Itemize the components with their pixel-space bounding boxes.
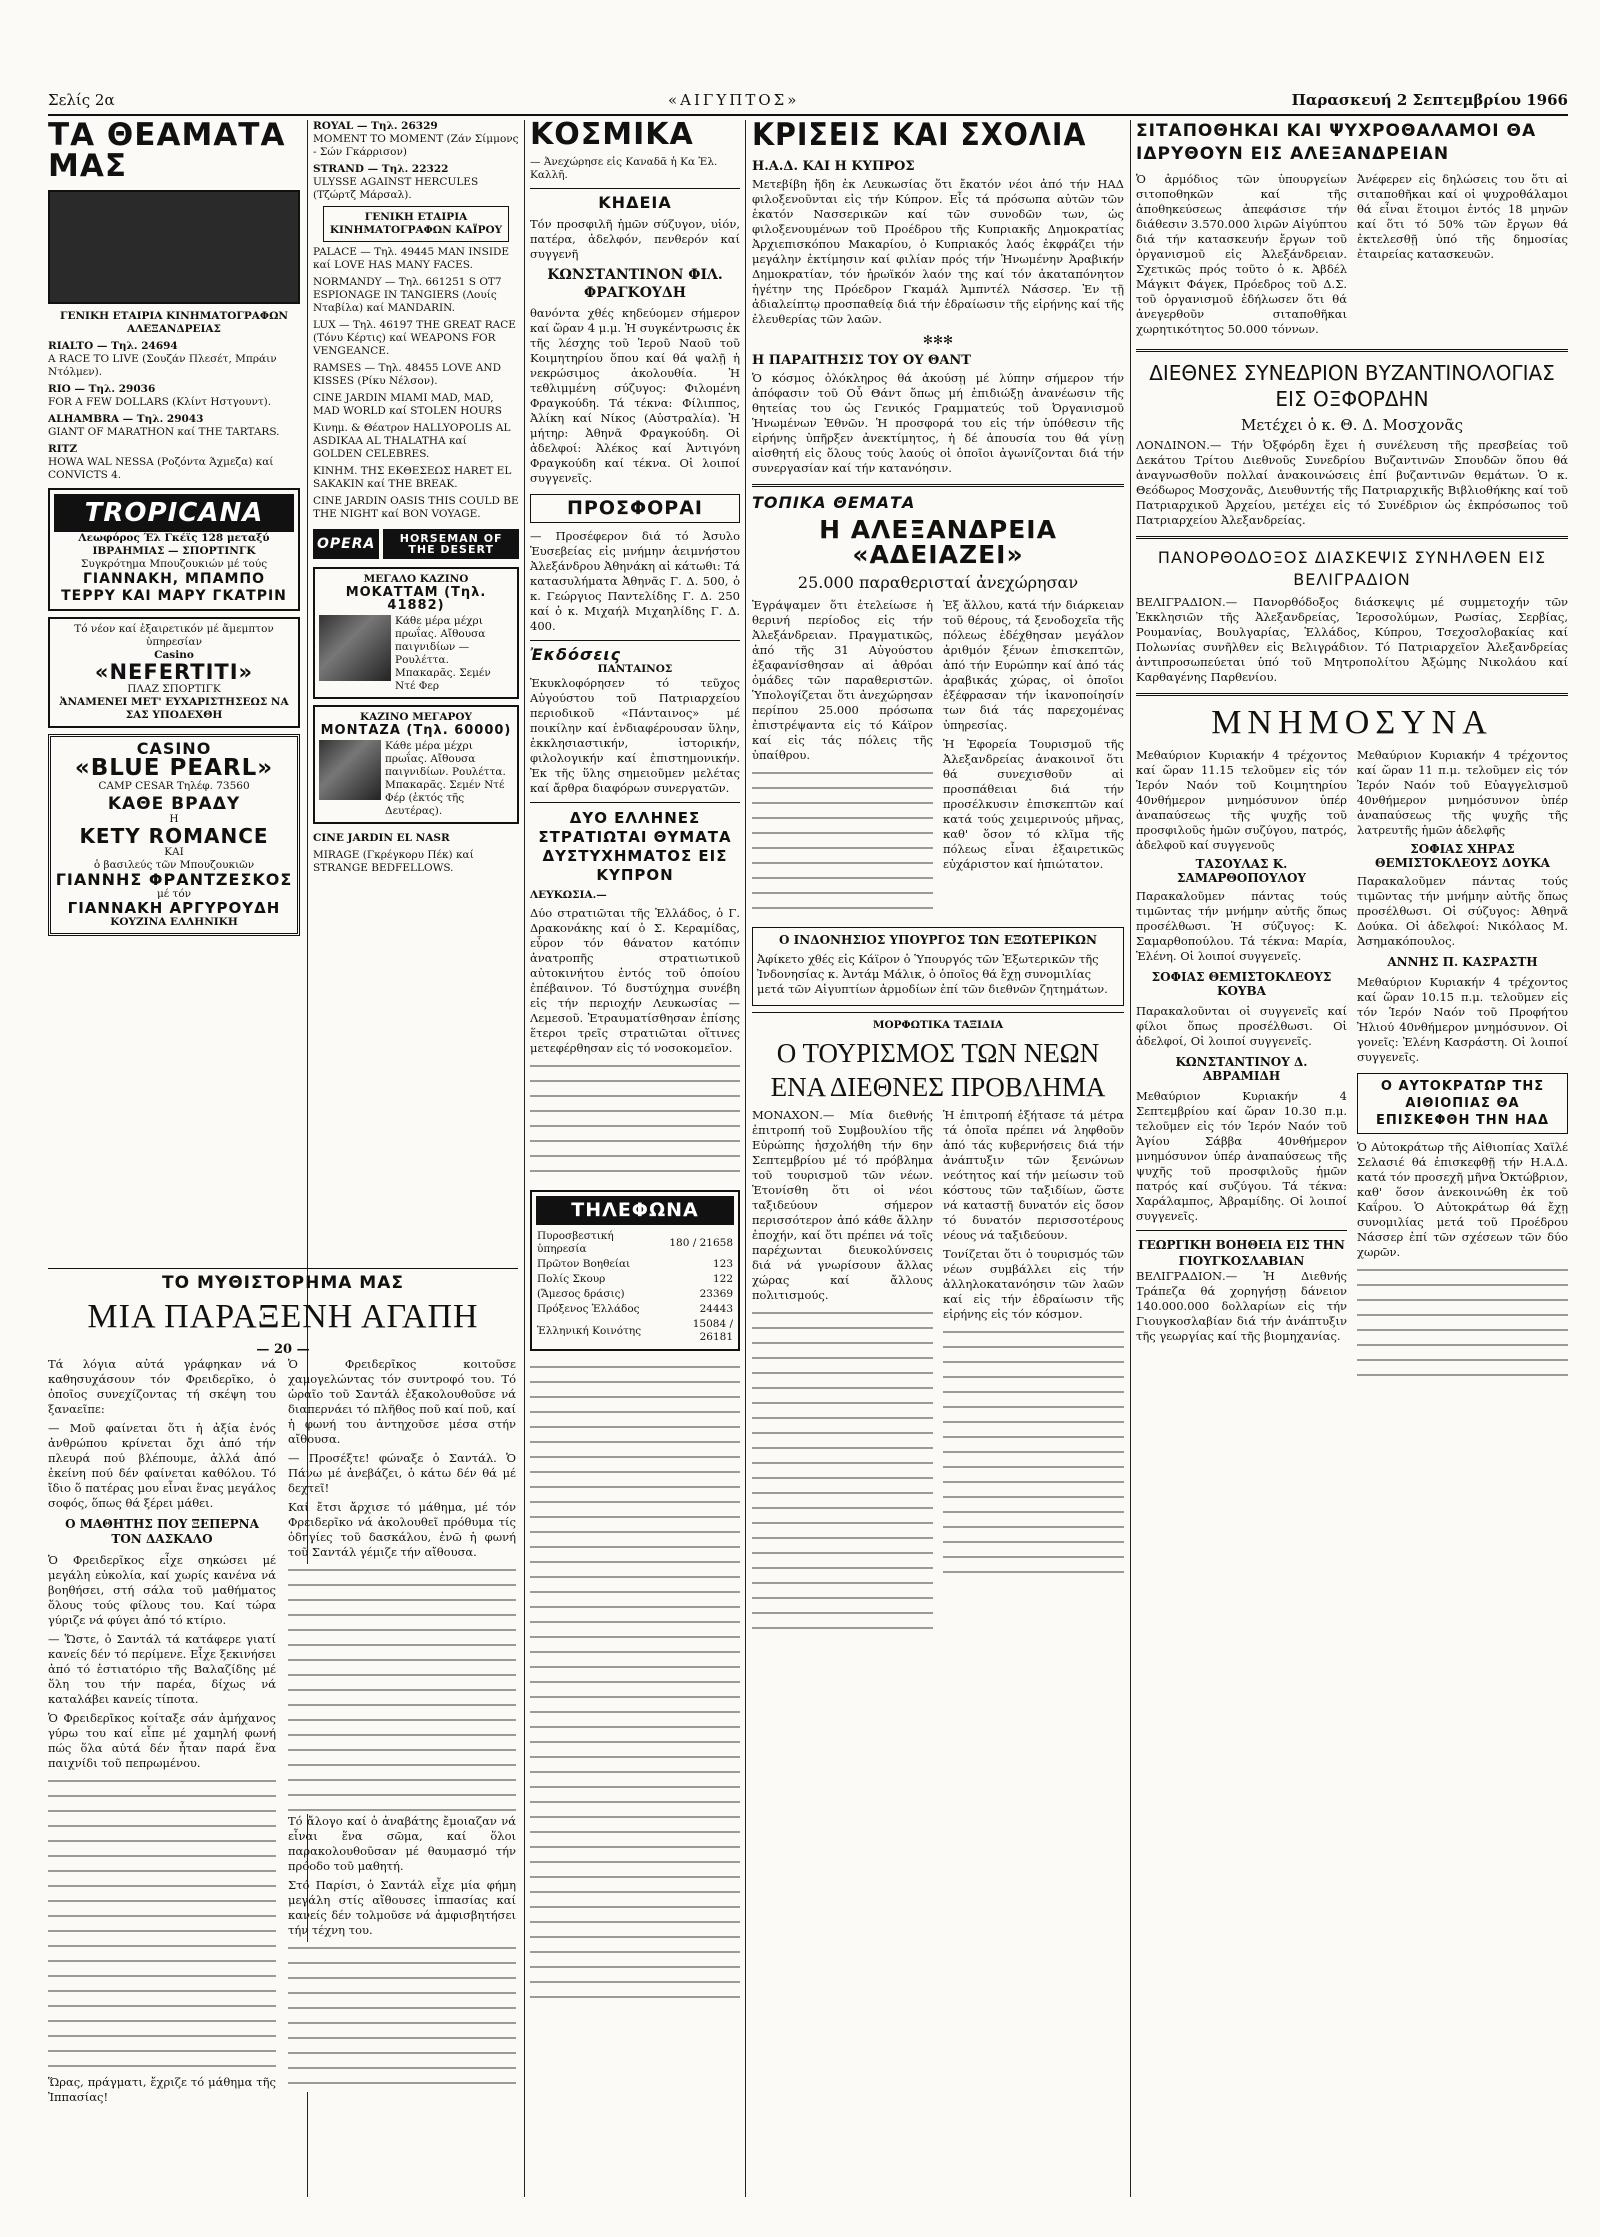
kazino-text: Κάθε μέρα μέχρι πρωΐας. Αἴθουσα παιγνιδίων — Ρουλέττα. Μπακαρᾶς. Σεμέν Ντέ Φερ <box>395 615 491 692</box>
novel-paragraph: Ὁ Φρειδερῖκος κοιτοῦσε χαμογελώντας τόν συντροφό του. Τό ὡραῖο τοῦ Σαντάλ ἐξακολουθοῦσε νά διαπερνάει τό πλῆθος ποῦ καί ποῦ, καί ἡ φωνή του ἀντηχοῦσε μέσα στήν αἴθουσα. <box>288 1357 516 1446</box>
page-number: Σελίς 2α <box>48 91 115 109</box>
memorial-name: ΑΝΝΗΣ Π. ΚΑΣΡΑΣΤΗ <box>1387 955 1538 969</box>
blue-pearl-king: ὁ βασιλεύς τῶν Μπουζουκιῶν <box>93 859 255 871</box>
column-rule <box>524 120 525 2197</box>
blue-pearl-every-night: ΚΑΘΕ ΒΡΑΔΥ <box>107 794 241 814</box>
orthodox-text: ΒΕΛΙΓΡΑΔΙΟΝ.— Πανορθόδοξος διάσκεψις μέ συμμετοχήν τῶν Ἐκκλησιῶν τῆς Ἀλεξανδρείας, Ἱεροσολύμων, Ρωσίας, Σερβίας, Ρουμανίας, Βουλγαρίας, Ἑλλάδος, Κύπρου, Τσεχοσλοβακίας καί Πολωνίας συνῆλθεν εἰς Βελιγράδιον. Τό Πατριαρχεῖον Ἀλεξανδρείας ἀντιπροσωπεύεται ὑπό τοῦ Μητροπολίτου Ἀξώμης Νικολάου καί Καρθαγένης Παρθενίου. <box>1136 595 1568 684</box>
novel-paragraph: Καί ἔτσι ἄρχισε τό μάθημα, μέ τόν Φρειδερῖκο νά ἀκολουθεῖ πρόθυμα τίς ὁδηγίες τοῦ δασκάλου, ἐνῶ ἡ φωνή τοῦ Σαντάλ γέμιζε τήν αἴθουσα. <box>288 1500 516 1559</box>
cinema-listing: CINE JARDIN MIAMI MAD, MAD, MAD WORLD καί STOLEN HOURS <box>313 392 502 417</box>
phone-label: Πρῶτον Βοηθείαι <box>537 1258 631 1270</box>
news-dateline: ΛΕΥΚΩΣΙΑ.— <box>530 889 607 901</box>
novel-column-left <box>48 1357 276 2109</box>
kazino-name: ΜΟΚΑΤΤΑΜ (Τηλ. 41882) <box>345 585 487 613</box>
memorial-name: ΤΑΣΟΥΛΑΣ Κ. ΣΑΜΑΡΘΟΠΟΥΛΟΥ <box>1177 857 1306 885</box>
phone-number: 123 <box>712 1258 733 1270</box>
congress-headline: ΔΙΕΘΝΕΣ ΣΥΝΕΔΡΙΟΝ ΒΥΖΑΝΤΙΝΟΛΟΓΙΑΣ ΕΙΣ ΟΞΦΟΡΔΗΝ <box>1149 361 1555 411</box>
cinema-film: A RACE TO LIVE (Σουζάν Πλεσέτ, Μπράιν Ντόλμεν). <box>48 353 277 378</box>
novel-paragraph: Τά λόγια αὐτά γράφηκαν νά καθησυχάσουν τόν Φρειδερῖκο, ὁ ὁποῖος συνεχίζοντας τή σκέψη του ξαναεῖπε: <box>48 1357 276 1416</box>
novel-header: ΤΟ ΜΥΘΙΣΤΟΡΗΜΑ ΜΑΣ <box>162 1273 404 1293</box>
feature-text: Ἐγράψαμεν ὅτι ἐτελείωσε ἡ θερινή περίοδος εἰς τήν Ἀλεξάνδρειαν. Πραγματικῶς, ἀπό τῆς 31 Αὐγούστου ἐξαφανίσθησαν αἱ ἀθρόαι ὁμάδες τῶν παραθεριστῶν. Ὑπολογίζεται ὅτι ἀνεχώρησαν περίπου 25.000 πρόσωπα ἐπιστρέψαντα εἰς τό Κάϊρον καί εἰς τάς πόλεις τῆς ὑπαίθρου. <box>752 598 933 762</box>
nefertiti-place: ΠΛΑΖ ΣΠΟΡΤΙΓΚ <box>127 683 221 695</box>
cinema-film: FOR A FEW DOLLARS (Κλίντ Ηστγουντ). <box>48 396 272 408</box>
nefertiti-advert <box>48 617 300 728</box>
cinema-listing: LUX — Τηλ. 46197 THE GREAT RACE (Τόνυ Κέρτις) καί WEAPONS FOR VENGEANCE. <box>313 319 516 357</box>
cinema-name: ROYAL — Τηλ. 26329 <box>313 120 438 132</box>
phone-number: 24443 <box>699 1303 733 1315</box>
novel-paragraph: Στό Παρίσι, ὁ Σαντάλ εἶχε μία φήμη μεγάλη στίς αἴθουσες ἱππασίας καί κανείς δέν τολμοῦσε νά ἀμφισβητήσει τήν τέχνη του. <box>288 1878 516 1937</box>
novel-section <box>48 1262 518 2202</box>
phone-number: 15084 / 26181 <box>692 1318 733 1343</box>
masthead: «ΑΙΓΥΠΤΟΣ» <box>668 91 800 109</box>
blue-pearl-place: CAMP CESAR Τηλέφ. 73560 <box>98 780 250 792</box>
blue-pearl-advert <box>48 734 300 936</box>
news-text: Δύο στρατιῶται τῆς Ἑλλάδος, ὁ Γ. Δρακονάκης καί ὁ Σ. Κεραμίδας, εὗρον τόν θάνατον κατόπιν ἀνατροπῆς στρατιωτικοῦ αὐτοκινήτου ἐντός τοῦ ὁποίου ἐπέβαινον. Τό δυστύχημα συνέβη εἰς τήν περιοχήν Λευκωσίας — Λεμεσοῦ. Ἐτραυματίσθησαν ἐπίσης ἕτεροι τρεῖς στρατιῶται οἵτινες μετεφέρθησαν εἰς τό νοσοκομεῖον. <box>530 906 740 1055</box>
memorial-name: ΣΟΦΙΑΣ ΘΕΜΙΣΤΟΚΛΕΟΥΣ ΚΟΥΒΑ <box>1151 970 1332 998</box>
tourism-body-text <box>752 1307 933 1637</box>
kazino-name: ΜΟΝΤΑΖΑ (Τηλ. 60000) <box>320 723 512 738</box>
memorial-text: Παρακαλοῦμεν πάντας τούς τιμῶντας τήν μνήμην αὐτῆς ὅπως προσέλθωσι. Ἡ σύζυγος: Κ. Σαμαρθοπούλου. Τά τέκνα: Μαρία, Ἐλένη. Οἱ λοιποί συγγενεῖς. <box>1136 889 1347 963</box>
memorial-text: Μεθαύριον Κυριακήν 4 τρέχοντος καί ὥραν 11 π.μ. τελοῦμεν εἰς τόν Ἱερόν Ναόν τοῦ Εὐαγγελισμοῦ 40νθήμερον μνημόσυνον ὑπέρ ἀναπαύσεως τῆς ψυχῆς τῆς λατρευτῆς ἡμῶν ἀδελφῆς <box>1357 748 1568 837</box>
feature-text: Ἡ Ἐφορεία Τουρισμοῦ τῆς Ἀλεξανδρείας ἀνακοινοῖ ὅτι θά συνεχισθοῦν αἱ προσπάθειαι διά τήν προσέλκυσιν ἐπισκεπτῶν καί κατά τούς χειμερινούς μῆνας, καθ' ὅσον τό κλῖμα τῆς πόλεως εἶναι ἐξαιρετικῶς εὐχάριστον καί ἡπιώτατον. <box>943 737 1124 871</box>
cinema-listing: Κινημ. & Θέατρον HALLYOPOLIS AL ASDIKAA AL THALATHA καί GOLDEN CELEBRES. <box>313 422 511 460</box>
cinema-name: RIO — Τηλ. 29036 <box>48 383 156 395</box>
memorial-text: Μεθαύριον Κυριακήν 4 τρέχοντος καί ὥραν 11.15 τελοῦμεν εἰς τόν Ἱερόν Ναόν τοῦ Κοιμητηρίου 40νθήμερον μνημόσυνον ὑπέρ ἀναπαύσεως τῆς ψυχῆς τοῦ προσφιλοῦς ἡμῶν συζύγου, πατρός, ἀδελφοῦ καί συγγενοῦς <box>1136 748 1347 852</box>
cinemas-column <box>313 120 519 1190</box>
memorial-text: Μεθαύριον Κυριακήν 4 τρέχοντος καί ὥραν 10.15 π.μ. τελοῦμεν εἰς τόν Ἱερόν Ναόν τοῦ Προφήτου Ἠλιού 40νθήμερον μνημόσυνον. Οἱ γονεῖς: Ἐλένη Κασράστη. Οἱ λοιποί συγγενεῖς. <box>1357 975 1568 1064</box>
publications-text: Ἐκυκλοφόρησεν τό τεῦχος Αὐγούστου τοῦ Πατριαρχείου περιοδικοῦ «Πάνταινος» μέ ποικίλην καί ἐνδιαφέρουσαν ὕλην, ἐκκλησιαστικήν, ἱστορικήν, φιλολογικήν καί ἐπιστημονικήν. Ἐκ τῆς ὕλης σημειοῦμεν μελέτας καί ἄρθρα διαφόρων συνεργατῶν. <box>530 676 740 795</box>
table-row <box>536 1287 734 1302</box>
novel-paragraph: — Ὥστε, ὁ Σαντάλ τά κατάφερε γιατί κανείς δέν τό περίμενε. Εἶχε ξεκινήσει ἀπό τό ἑστιατόριο τῆς Βαλαζίδης μέ ὅλη του τήν παρέα, δίχως νά καταλάβει κανείς τίποτα. <box>48 1632 276 1706</box>
social-column <box>530 120 740 2190</box>
offerings-text: — Προσέφερον διά τό Ἀσυλο Ἐυσεβείας εἰς μνήμην ἀειμνήστου Ἀλεξάνδρου Ἀθηνάκη αἱ κάτωθι: Τά κατασυλήματα Ἀθηνᾶς Γ. Δ. 500, ὁ κ. Γεώργιος Παντελίδης Γ. Δ. 250 καί ὁ κ. Μιχαήλ Μιχαηλίδης Γ. Δ. 400. <box>530 529 740 633</box>
funeral-intro: Τόν προσφιλῆ ἡμῶν σύζυγον, υἱόν, πατέρα, ἀδελφόν, πενθερόν καί συγγενῆ <box>530 217 740 261</box>
blue-pearl-and: ΚΑΙ <box>164 846 184 858</box>
dice-image <box>319 615 391 681</box>
news-headline: ΔΥΟ ΕΛΛΗΝΕΣ ΣΤΡΑΤΙΩΤΑΙ ΘΥΜΑΤΑ ΔΥΣΤΥΧΗΜΑΤΟΣ ΕΙΣ ΚΥΠΡΟΝ <box>538 809 732 884</box>
nefertiti-casino: Casino <box>154 649 194 661</box>
company-title: ΓΕΝΙΚΗ ΕΤΑΙΡΙΑ ΚΙΝΗΜΑΤΟΓΡΑΦΩΝ ΚΑΪΡΟΥ <box>329 211 503 236</box>
phone-label: Πολίς Σκουρ <box>537 1273 606 1285</box>
cinema-name: CINE JARDIN EL NASR <box>313 832 450 844</box>
phone-number: 122 <box>712 1273 733 1285</box>
memorial-name: ΣΟΦΙΑΣ ΧΗΡΑΣ ΘΕΜΙΣΤΟΚΛΕΟΥΣ ΔΟΥΚΑ <box>1374 842 1550 870</box>
cinema-name: ALHAMBRA — Τηλ. 29043 <box>48 413 204 425</box>
tourism-column-right <box>943 1108 1124 1637</box>
novel-title: ΜΙΑ ΠΑΡΑΞΕΝΗ ΑΓΑΠΗ <box>87 1298 479 1335</box>
section-title: ΚΡΙΣΕΙΣ ΚΑΙ ΣΧΟΛΙΑ <box>752 120 1087 153</box>
funeral-heading: ΚΗΔΕΙΑ <box>598 193 672 212</box>
building-image <box>319 740 381 800</box>
table-row <box>536 1257 734 1272</box>
blue-pearl-singer2: ΓΙΑΝΝΑΚΗ ΑΡΓΥΡΟΥΔΗ <box>67 899 281 917</box>
opera-logo: OPERA <box>313 529 379 559</box>
tropicana-logo: TROPICANA <box>54 494 294 532</box>
telephones-box <box>530 1190 740 1351</box>
kazino-montaza-advert <box>313 705 519 824</box>
memorial-text: Παρακαλοῦνται οἱ συγγενεῖς καί φίλοι ὅπως προσέλθωσι. Οἱ ἀδελφοί, Οἱ λοιποί συγγενεῖς. <box>1136 1004 1347 1048</box>
column-rule <box>745 120 746 2197</box>
tourism-headline: Ο ΤΟΥΡΙΣΜΟΣ ΤΩΝ ΝΕΩΝ ΕΝΑ ΔΙΕΘΝΕΣ ΠΡΟΒΛΗΜΑ <box>770 1038 1106 1102</box>
tropicana-band: Συγκρότημα Μπουζουκιών μέ τούς <box>80 558 268 570</box>
congress-text: ΛΟΝΔΙΝΟΝ.— Τήν Ὀξφόρδη ἔχει ἡ συνέλευση τῆς πρεσβείας τοῦ Δεκάτου Τρίτου Διεθνοῦς Συνεδρίου Βυζαντινῶν Σπουδῶν ὅπου θά ἀναγνωσθοῦν πολλαί ἀνακοινώσεις ἐπί βυζαντινῶν θεμάτων. Ὁ κ. Θεόδωρος Μοσχονᾶς, Διευθυντής τῆς Πατριαρχικῆς Βιβλιοθήκης καί τοῦ Πατριαρχικοῦ Ἀρχείου, μετέχει εἰς τό Συνέδριον ὡς ἐκπρόσωπος τοῦ Πατριαρχείου Ἀλεξανδρείας. <box>1136 438 1568 527</box>
aid-headline: ΓΕΩΡΓΙΚΗ ΒΟΗΘΕΙΑ ΕΙΣ ΤΗΝ ΓΙΟΥΓΚΟΣΛΑΒΙΑΝ <box>1138 1238 1345 1268</box>
cinema-list <box>48 340 300 482</box>
news-body-text <box>530 1060 740 1180</box>
emperor-body-text <box>1357 1264 1568 1384</box>
tropicana-address: Λεωφόρος Έλ Γκέϊς 128 μεταξύ ΙΒΡΑΗΜΙΑΣ — ΣΠΟΡΤΙΝΓΚ <box>78 532 270 557</box>
phone-number: 180 / 21658 <box>669 1236 733 1249</box>
cinema-listing: PALACE — Τηλ. 49445 MAN INSIDE καί LOVE HAS MANY FACES. <box>313 246 510 271</box>
opera-advert <box>313 529 519 559</box>
nefertiti-tagline: ἈΝΑΜΕΝΕΙ ΜΕΤ' ΕΥΧΑΡΙΣΤΗΣΕΩΣ ΝΑ ΣΑΣ ΥΠΟΔΕΧΘΗ <box>59 696 289 721</box>
memorials-heading: ΜΝΗΜΟΣΥΝΑ <box>1211 704 1493 741</box>
funeral-name: ΚΩΝΣΤΑΝΤΙΝΟΝ ΦΙΛ. ΦΡΑΓΚΟΥΔΗ <box>547 267 723 301</box>
column-rule <box>1130 120 1131 2197</box>
novel-body-text <box>288 1942 516 2092</box>
phone-label: Πυροσβεστική ὑπηρεσία <box>537 1230 614 1255</box>
granaries-text: Ὁ ἁρμόδιος τῶν ὑπουργείων σιτοποθηκῶν καί τῆς ἀποθηκεύσεως ἀπεφάσισε τήν διάθεσιν 3.570.000 λιρῶν Αἰγύπτου διά τήν κατασκευήν ἔργων τοῦ ὀργανισμοῦ εἰς Ἀλεξάνδρειαν. Σχετικῶς πρός τοῦτο ὁ κ. Ἀβδέλ Μάγκιτ Φάγεκ, Πρόεδρος τοῦ Δ.Σ. τοῦ ὀργανισμοῦ ἐδήλωσεν ὅτι θά ἀνεγερθοῦν σιταποθῆκαι χωρητικότητος 50.000 τόννων. <box>1136 172 1347 336</box>
emperor-text: Ὁ Αὐτοκράτωρ τῆς Αἰθιοπίας Χαϊλέ Σελασιέ θά ἐπισκεφθῇ τήν Η.Α.Δ. κατά τόν προσεχῆ μῆνα Ὀκτώβριον, καθ' ὅσον ἀνεκοινώθη ἐκ τοῦ Καΐρου. Ὁ Αὐτοκράτωρ θά ἔχῃ συνομιλίας μετά τοῦ Προέδρου Νάσσερ ἐπί τῶν σχέσεων τῶν δύο χωρῶν. <box>1357 1140 1568 1259</box>
table-row <box>536 1317 734 1345</box>
column-body-text <box>530 1361 740 2001</box>
issue-date: Παρασκευή 2 Σεπτεμβρίου 1966 <box>1291 91 1568 109</box>
telephones-table <box>536 1229 734 1345</box>
feature-subheadline: 25.000 παραθερισταί ἀνεχώρησαν <box>797 573 1079 592</box>
phone-number: 23369 <box>699 1288 733 1300</box>
article-text: Ὁ κόσμος ὁλόκληρος θά ἀκούσῃ μέ λύπην σήμερον τήν ἀπόφασιν τοῦ Οὖ Θάντ ὅπως μή ἐπιδιώξῃ ἀνανέωσιν τῆς θητείας του ὡς Γενικός Γραμματεύς τοῦ Ὀργανισμοῦ Ἡνωμένων Ἐθνῶν. Ἡ προσφορά του εἰς τήν ὑπόθεσιν τῆς εἰρήνης ὑπῆρξεν ἀνεκτίμητος, ἡ δέ ἀπουσία του θά γίνῃ αἰσθητή εἰς ὅλους τούς λαούς οἱ ὁποῖοι ἀγωνίζονται διά τήν συνεργασίαν καί τήν κατανόησιν. <box>752 371 1124 475</box>
feature-headline: Η ΑΛΕΞΑΝΔΡΕΙΑ «ΑΔΕΙΑΖΕΙ» <box>819 515 1057 569</box>
kazino-text: Κάθε μέρα μέχρι πρωΐας. Αἴθουσα παιγνιδίων. Ρουλέττα. Μπακαρᾶς. Σεμέν Ντέ Φέρ (ἐκτός τῆς Δευτέρας). <box>385 740 506 817</box>
cinema-listing: CINE JARDIN OASIS THIS COULD BE THE NIGHT καί BON VOYAGE. <box>313 495 519 520</box>
novel-paragraph: Ὁ Φρειδερῖκος κοίταξε σάν ἀμήχανος γύρω του καί εἶπε μέ χαμηλή φωνή πώς ὅλα αὐτά δέν ἦταν παρά ἕνα παιχνίδι τοῦ πεπρωμένου. <box>48 1711 276 1770</box>
congress-subheadline: Μετέχει ὁ κ. Θ. Δ. Μοσχονᾶς <box>1240 416 1464 434</box>
company-title: ΓΕΝΙΚΗ ΕΤΑΙΡΙΑ ΚΙΝΗΜΑΤΟΓΡΑΦΩΝ ΑΛΕΞΑΝΔΡΕΙΑΣ <box>59 310 289 335</box>
novel-subheading: Ο ΜΑΘΗΤΗΣ ΠΟΥ ΞΕΠΕΡΝΑ ΤΟΝ ΔΑΣΚΑΛΟ <box>65 1517 259 1546</box>
cinema-film: ULYSSE AGAINST HERCULES (Τζώρτζ Μάρσαλ). <box>313 176 479 201</box>
cinema-name: RIALTO — Τηλ. 24694 <box>48 340 178 352</box>
feature-body-text <box>752 767 933 917</box>
tourism-column-left <box>752 1108 933 1637</box>
tourism-text: ΜΟΝΑΧΟΝ.— Μία διεθνής ἐπιτροπή τοῦ Συμβουλίου τῆς Εὐρώπης ἠσχολήθη τήν 6ην Σεπτεμβρίου μέ τό πρόβλημα τοῦ τουρισμοῦ τῶν νέων. Ἐτονίσθη ὅτι οἱ νέοι ταξιδεύουν σήμερον περισσότερον ἀπό κάθε ἄλλην ἐποχήν, καί ὅτι πρέπει νά τοῖς παρέχωνται διευκολύνσεις διά νά γνωρίσουν ἄλλας χώρας καί ἄλλους πολιτισμούς. <box>752 1108 933 1302</box>
running-header <box>48 88 1568 116</box>
film-advert-image <box>48 190 300 304</box>
memorial-text: Μεθαύριον Κυριακήν 4 Σεπτεμβρίου καί ὥραν 10.30 π.μ. τελοῦμεν εἰς τόν Ἱερόν Ναόν τοῦ Ἁγίου Σάββα 40νθήμερον μνημόσυνον ὑπέρ ἀναπαύσεως τῆς ψυχῆς τοῦ προσφιλοῦς ἡμῶν πατρός καί συζύγου. Τά τέκνα: Χαράλαμπος, Ἀβραμίδης. Οἱ λοιποί συγγενεῖς. <box>1136 1089 1347 1223</box>
novel-paragraph: Τό ἄλογο καί ὁ ἀναβάτης ἔμοιαζαν νά εἶναι ἕνα σῶμα, καί ὅλοι παρακολουθοῦσαν μέ θαυμασμό τήν πρόοδο τοῦ μαθητή. <box>288 1814 516 1873</box>
cinema-listing: NORMANDY — Τηλ. 661251 S OT7 ESPIONAGE IN TANGIERS (Λουίς Νταβίλα) καί MANDARIN. <box>313 276 502 314</box>
minister-box <box>752 927 1124 1006</box>
blue-pearl-kitchen: ΚΟΥΖΙΝΑ ΕΛΛΗΝΙΚΗ <box>110 916 238 928</box>
article-headline: Η.Α.Δ. ΚΑΙ Η ΚΥΠΡΟΣ <box>752 159 915 174</box>
table-row <box>536 1229 734 1257</box>
kazino-mokattam-advert <box>313 567 519 699</box>
telephones-heading: ΤΗΛΕΦΩΝΑ <box>536 1196 734 1225</box>
emperor-headline: Ο ΑΥΤΟΚΡΑΤΩΡ ΤΗΣ ΑΙΘΙΟΠΙΑΣ ΘΑ ΕΠΙΣΚΕΦΘΗ ΤΗΝ ΗΑΔ <box>1357 1073 1568 1134</box>
cinema-film: MIRAGE (Γκρέγκορυ Πέκ) καί STRANGE BEDFELLOWS. <box>313 849 474 874</box>
novel-paragraph: — Μοῦ φαίνεται ὅτι ἡ ἀξία ἑνός ἀνθρώπου κρίνεται ὄχι ἀπό τήν πλευρά πού βλέπουμε, ἀλλά ἀπό ἐκείνη πού δέν φαίνεται καθόλου. Τό ἴδιο ὅ πατέρας μου εἶναι ἕνας μεγάλος σοφός, ὅπως θά ξέρει μάθει. <box>48 1421 276 1510</box>
novel-paragraph: Ὥρας, πράγματι, ἔχριζε τό μάθημα τῆς Ἰππασίας! <box>48 2075 276 2104</box>
novel-body-text <box>288 1564 516 1814</box>
blue-pearl-singer: ΓΙΑΝΝΗΣ ΦΡΑΝΤΖΕΣΚΟΣ <box>55 870 293 889</box>
minister-headline: Ο ΙΝΔΟΝΗΣΙΟΣ ΥΠΟΥΡΓΟΣ ΤΩΝ ΕΞΩΤΕΡΙΚΩΝ <box>779 933 1097 947</box>
novel-paragraph: Ὁ Φρειδερῖκος εἶχε σηκώσει μέ μεγάλη εὐκολία, καί χωρίς κανένα νά βοηθήσει, στή σάλα τοῦ μαθήματος ὅλους τούς φίλους του. Καί τώρα γύριζε νά φύγει ἀπό τό κτίριο. <box>48 1553 276 1627</box>
feature-column-left <box>752 598 933 917</box>
commentary-column: ΚΡΙΣΕΙΣ ΚΑΙ ΣΧΟΛΙΑ Η.Α.Δ. ΚΑΙ Η ΚΥΠΡΟΣ Μετεβίβη ἤδη ἐκ Λευκωσίας ὅτι ἔκατόν νέοι ἀπό τήν ΗΑΔ φιλοξενοῦνται εἰς τήν Κύπρον. Εἶς τά πρόσωπα αὐτῶν τῶν ἑκατόν Νασσερικῶν καί τῶν συνοδῶν των, ὡς φιλοξενουμένων τοῦ Προέδρου τῆς Κυπριακῆς Δημοκρατίας Ἀρχιεπισκόπου Μακαρίου, ὁ Κυπριακός λαός ἐκφράζει τήν μεγάλην ἐκτίμησιν καί φιλίαν πρός τήν Ἡνωμένην Ἀραβικήν Δημοκρατίαν, τόν ἡρωϊκόν λαόν της καί τόν ἀκαταπόνητον ἡγέτην της Πρόεδρον Γκαμάλ Ἀμπντέλ Νάσσερ. Ἐν τῇ ἀδιαλείπτῳ προσπαθείᾳ διά τήν ἐδραίωσιν τῆς εἰρήνης καί τῆς ἐλευθερίας τῶν λαῶν. ✻✻✻ Η ΠΑΡΑΙΤΗΣΙΣ ΤΟΥ ΟΥ ΘΑΝΤ Ὁ κόσμος ὁλόκληρος θά ἀκούσῃ μέ λύπην σήμερον τήν ἀπόφασιν τοῦ Οὖ Θάντ ὅπως μή ἐπιδιώξῃ ἀνανέωσιν τῆς θητείας του ὡς Γενικός Γραμματεύς τοῦ Ὀργανισμοῦ Ἡνωμένων Ἐθνῶν. Ἡ προσφορά του εἰς τήν ὑπόθεσιν τῆς εἰρήνης ὑπῆρξεν ἀνεκτίμητος, ἡ δέ ἀπουσία του θά γίνῃ αἰσθητή εἰς ὅλους τούς λαούς οἱ ὁποῖοι ἀγωνίζονται διά τήν συνεργασίαν καί τήν κατανόησιν. ΤΟΠΙΚΑ ΘΕΜΑΤΑ Η ΑΛΕΞΑΝΔΡΕΙΑ «ΑΔΕΙΑΖΕΙ» 25.000 παραθερισταί ἀνεχώρησαν Ἐγράψαμεν ὅτι ἐτελείωσε ἡ θερινή περίοδος εἰς τήν Ἀλεξάνδρειαν. Πραγματικῶς, ἀπό τῆς 31 Αὐγούστου ἐξαφανίσθησαν αἱ ἀθρόαι ὁμάδες τῶν παραθεριστῶν. Ὑπολογίζεται ὅτι ἀνεχώρησαν περίπου 25.000 πρόσωπα ἐπιστρέψαντα εἰς τό Κάϊρον καί εἰς τάς πόλεις τῆς ὑπαίθρου. Ἐξ ἄλλου, κατά τήν διάρκειαν τοῦ θέρους, τά ξενοδοχεῖα τῆς πόλεως ἐδέχθησαν μεγάλον ἀριθμόν ξένων ἐπισκεπτῶν, ἀπό τήν Ευρώπην καί ἀπό τάς ἀραβικάς χώρας, οἱ ὁποῖοι ἐξέφρασαν τήν ἱκανοποίησίν των διά τάς παρεχομένας ὑπηρεσίας. Ἡ Ἐφορεία Τουρισμοῦ τῆς Ἀλεξανδρείας ἀνακοινοῖ ὅτι θά συνεχισθοῦν αἱ προσπάθειαι διά τήν προσέλκυσιν ἐπισκεπτῶν καί κατά τούς χειμερινούς μῆνας, καθ' ὅσον τό κλῖμα τῆς πόλεως εἶναι ἐξαιρετικῶς εὐχάριστον καί ἡπιώτατον. Ο ΙΝΔΟΝΗΣΙΟΣ ΥΠΟΥΡΓΟΣ ΤΩΝ ΕΞΩΤΕΡΙΚΩΝ Ἀφίκετο χθές εἰς Κάϊρον ὁ Ὑπουργός τῶν Ἐξωτερικῶν τῆς Ἰνδονησίας κ. Ἀντάμ Μάλικ, ὁ ὁποῖος θά ἔχῃ συνομιλίας μετά τῶν Αἰγυπτίων ἀρμοδίων ἐπί τῶν διεθνῶν ζητημάτων. ΜΟΡΦΩΤΙΚΑ ΤΑΞΙΔΙΑ Ο ΤΟΥΡΙΣΜΟΣ ΤΩΝ ΝΕΩΝ ΕΝΑ ΔΙΕΘΝΕΣ ΠΡΟΒΛΗΜΑ ΜΟΝΑΧΟΝ.— Μία διεθνής ἐπιτροπή τοῦ Συμβουλίου τῆς Εὐρώπης ἠσχολήθη τήν 6ην Σεπτεμβρίου μέ τό πρόβλημα τοῦ τουρισμοῦ τῶν νέων. Ἐτονίσθη ὅτι οἱ νέοι ταξιδεύουν σήμερον περισσότερον ἀπό κάθε ἄλλην ἐποχήν, καί ὅτι πρέπει νά τοῖς παρέχωνται διευκολύνσεις διά νά γνωρίσουν ἄλλας χώρας καί ἄλλους πολιτισμούς. Ἡ ἐπιτροπή ἐξήτασε τά μέτρα τά ὁποῖα πρέπει νά ληφθοῦν ἀπό τάς κυβερνήσεις διά τήν ἀνάπτυξιν τῶν ξενώνων νεότητος καί τήν μείωσιν τοῦ κόστους τῶν ταξιδίων, ὥστε νά καταστῇ δυνατόν εἰς ὅσον τό δυνατόν περισσοτέρους νέους νά ταξιδεύουν. Τονίζεται ὅτι ὁ τουρισμός τῶν νέων συμβάλλει εἰς τήν ἀλληλοκατανόησιν τῶν λαῶν καί εἰς τήν ἐδραίωσιν τῆς εἰρήνης εἰς τόν κόσμον. <box>752 120 1124 2190</box>
cairo-company-box <box>323 206 509 242</box>
granaries-headline: ΣΙΤΑΠΟΘΗΚΑΙ ΚΑΙ ΨΥΧΡΟΘΑΛΑΜΟΙ ΘΑ ΙΔΡΥΘΟΥΝ ΕΙΣ ΑΛΕΞΑΝΔΡΕΙΑΝ <box>1136 121 1537 164</box>
feature-column-right <box>943 598 1124 917</box>
memorials-column-left <box>1136 748 1347 1384</box>
orthodox-headline: ΠΑΝΟΡΘΟΔΟΞΟΣ ΔΙΑΣΚΕΨΙΣ ΣΥΝΗΛΘΕΝ ΕΙΣ ΒΕΛΙΓΡΑΔΙΟΝ <box>1157 548 1547 589</box>
cinema-listing: ΚΙΝΗΜ. ΤΗΣ ΕΚΘΕΣΕΩΣ HARET EL SAKAKIN καί THE BREAK. <box>313 465 512 490</box>
table-row <box>536 1302 734 1317</box>
news-column <box>1136 120 1568 2190</box>
article-text: Μετεβίβη ἤδη ἐκ Λευκωσίας ὅτι ἔκατόν νέοι ἀπό τήν ΗΑΔ φιλοξενοῦνται εἰς τήν Κύπρον. Εἶς τά πρόσωπα αὐτῶν τῶν ἑκατόν Νασσερικῶν καί τῶν συνοδῶν των, ὡς φιλοξενουμένων τοῦ Προέδρου τῆς Κυπριακῆς Δημοκρατίας Ἀρχιεπισκόπου Μακαρίου, ὁ Κυπριακός λαός ἐκφράζει τήν μεγάλην ἐκτίμησιν καί φιλίαν πρός τήν Ἡνωμένην Ἀραβικήν Δημοκρατίαν, τόν ἡρωϊκόν λαόν της καί τόν ἀκαταπόνητον ἡγέτην της Πρόεδρον Γκαμάλ Ἀμπντέλ Νάσσερ. Ἐν τῇ ἀδιαλείπτῳ προσπαθείᾳ διά τήν ἐδραίωσιν τῆς εἰρήνης καί τῆς ἐλευθερίας τῶν λαῶν. <box>752 177 1124 326</box>
tropicana-advert <box>48 488 300 611</box>
blue-pearl-casino: CASINO <box>136 739 212 758</box>
nefertiti-name: «NEFERTITI» <box>94 660 254 684</box>
kazino-title: ΚΑΖΙΝΟ ΜΕΓΑΡΟΥ <box>359 711 472 723</box>
tourism-text: Τονίζεται ὅτι ὁ τουρισμός τῶν νέων συμβάλλει εἰς τήν ἀλληλοκατανόησιν τῶν λαῶν καί εἰς τήν ἐδραίωσιν τῆς εἰρήνης εἰς τόν κόσμον. <box>943 1247 1124 1321</box>
cinema-name: RITZ <box>48 443 78 455</box>
tropicana-stars: ΓΙΑΝΝΑΚΗ, ΜΠΑΜΠΟ ΤΕΡΡΥ ΚΑΙ ΜΑΡΥ ΓΚΑΤΡΙΝ <box>61 571 287 604</box>
cinema-film: GIANT OF MARATHON καί THE TARTARS. <box>48 426 280 438</box>
publications-subheading: ΠΑΝΤΑΙΝΟΣ <box>597 663 673 675</box>
novel-column-right <box>288 1357 516 2109</box>
phone-label: Πρόξενος Ἑλλάδος <box>537 1303 640 1315</box>
table-row <box>536 1272 734 1287</box>
cinema-film: HOWA WAL NESSA (Ροζόντα Άχμεζα) καί CONVICTS 4. <box>48 456 274 481</box>
cinema-name: STRAND — Τηλ. 22322 <box>313 163 449 175</box>
minister-text: Ἀφίκετο χθές εἰς Κάϊρον ὁ Ὑπουργός τῶν Ἐξωτερικῶν τῆς Ἰνδονησίας κ. Ἀντάμ Μάλικ, ὁ ὁποῖος θά ἔχῃ συνομιλίας μετά τῶν Αἰγυπτίων ἀρμοδίων ἐπί τῶν διεθνῶν ζητημάτων. <box>757 952 1108 996</box>
blue-pearl-star: KETY ROMANCE <box>79 824 269 848</box>
social-note: — Ἀνεχώρησε εἰς Καναδᾶ ἡ Κα Ἐλ. Καλλῆ. <box>530 156 718 181</box>
aid-text: ΒΕΛΙΓΡΑΔΙΟΝ.— Ἡ Διεθνής Τράπεζα θά χορηγήσῃ δάνειον 140.000.000 δολλαρίων εἰς τήν Γιουγκοσλαβίαν διά τήν ἀνάπτυξιν τῆς γεωργίας καί τῆς βιομηχανίας. <box>1136 1269 1347 1343</box>
tourism-body-text <box>943 1326 1124 1586</box>
granaries-text: Ἀνέφερεν εἰς δηλώσεις του ὅτι αἱ σιταποθῆκαι καί οἱ ψυχροθάλαμοι θά εἶναι ἕτοιμοι ἐντός 18 μηνῶν καί ὅτι τό 50% τῶν ἔργων θά ἐκτελεσθῇ ὑπό τῆς δημοσίας ἐταιρείας κατασκευῶν. <box>1357 172 1568 261</box>
novel-body-text <box>48 1775 276 2075</box>
feature-text: Ἐξ ἄλλου, κατά τήν διάρκειαν τοῦ θέρους, τά ξενοδοχεῖα τῆς πόλεως ἐδέχθησαν μεγάλον ἀριθμόν ξένων ἐπισκεπτῶν, ἀπό τήν Ευρώπην καί ἀπό τάς ἀραβικάς χώρας, οἱ ὁποῖοι ἐξέφρασαν τήν ἱκανοποίησίν των διά τάς παρεχομένας ὑπηρεσίας. <box>943 598 1124 732</box>
phone-label: (Ἄμεσος δράσις) <box>537 1288 625 1300</box>
offerings-heading: ΠΡΟΣΦΟΡΑΙ <box>530 494 740 523</box>
opera-film: HORSEMAN OF THE DESERT <box>383 529 519 559</box>
nefertiti-intro: Τό νέον καί ἐξαιρετικόν μέ ἄμεμπτον ὑπηρεσίαν <box>74 623 274 648</box>
cinema-listing: RAMSES — Τηλ. 48455 LOVE AND KISSES (Ρίκυ Νέλσον). <box>313 362 502 387</box>
novel-paragraph: — Προσέξτε! φώναξε ὁ Σαντάλ. Ὁ Πάνω μέ ἀνεβάζει, ὁ κάτω δέν θά μέ δεχτεῖ! <box>288 1451 516 1495</box>
memorial-name: ΚΩΝΣΤΑΝΤΙΝΟΥ Δ. ΑΒΡΑΜΙΔΗ <box>1175 1055 1308 1083</box>
blue-pearl-article: Η <box>169 813 179 825</box>
section-title: ΤΑ ΘΕΑΜΑΤΑ ΜΑΣ <box>48 120 286 184</box>
blue-pearl-with: μέ τόν <box>156 888 192 900</box>
kazino-title: ΜΕΓΑΛΟ ΚΑΖΙΝΟ <box>363 573 469 585</box>
memorials-column-right <box>1357 748 1568 1384</box>
tourism-text: Ἡ ἐπιτροπή ἐξήτασε τά μέτρα τά ὁποῖα πρέπει νά ληφθοῦν ἀπό τάς κυβερνήσεις διά τήν ἀνάπτυξιν τῶν ξενώνων νεότητος καί τήν μείωσιν τοῦ κόστους τῶν ταξιδίων, ὥστε νά καταστῇ δυνατόν εἰς ὅσον τό δυνατόν περισσοτέρους νέους νά ταξιδεύουν. <box>943 1108 1124 1242</box>
cinema-film: MOMENT TO MOMENT (Ζάν Σίμμονς - Σών Γκάρρισον) <box>313 133 519 158</box>
publications-heading: Ἐκδόσεις <box>530 645 622 664</box>
novel-part: — 20 — <box>256 1342 310 1357</box>
section-title: ΚΟΣΜΙΚΑ <box>530 120 694 152</box>
local-topics-label: ΤΟΠΙΚΑ ΘΕΜΑΤΑ <box>752 493 916 512</box>
theatres-column <box>48 120 300 1260</box>
funeral-text: θανόντα χθές κηδεύομεν σήμερον καί ὥραν 4 μ.μ. Ἡ συγκέντρωσις ἐκ τῆς λέσχης τοῦ Ἱεροῦ Ναοῦ τοῦ Κοιμητηρίου ὅπου καί θά ψαλῇ ἡ νεκρώσιμος ἀκολουθία. Ἡ τεθλιμμένη σύζυγος: Φιλομένη Φραγκούδη. Τά τέκνα: Φίλιππος, Ἀλίκη καί Νίκος (Αὐστραλία). Ἡ μήτηρ: Ἀθηνᾶ Φραγκούδη. Οἱ ἀδελφοί: Ἀλέκος καί Ἀντιγόνη Φραγκούδη καί τέκνα. Οἱ λοιποί συγγενεῖς. <box>530 306 740 485</box>
phone-label: Ἑλληνική Κοινότης <box>537 1324 642 1337</box>
article-headline: Η ΠΑΡΑΙΤΗΣΙΣ ΤΟΥ ΟΥ ΘΑΝΤ <box>752 353 971 368</box>
blue-pearl-name: «BLUE PEARL» <box>74 755 274 781</box>
memorial-text: Παρακαλοῦμεν πάντας τούς τιμῶντας τήν μνήμην αὐτῆς ὅπως προσέλθωσι. Οἱ σύζυγος: Ἀθηνᾶ Δούκα. Οἱ ἀδελφοί: Νικόλαος Μ. Ἀσημακόπουλος. <box>1357 874 1568 948</box>
travel-label: ΜΟΡΦΩΤΙΚΑ ΤΑΞΙΔΙΑ <box>872 1019 1004 1031</box>
